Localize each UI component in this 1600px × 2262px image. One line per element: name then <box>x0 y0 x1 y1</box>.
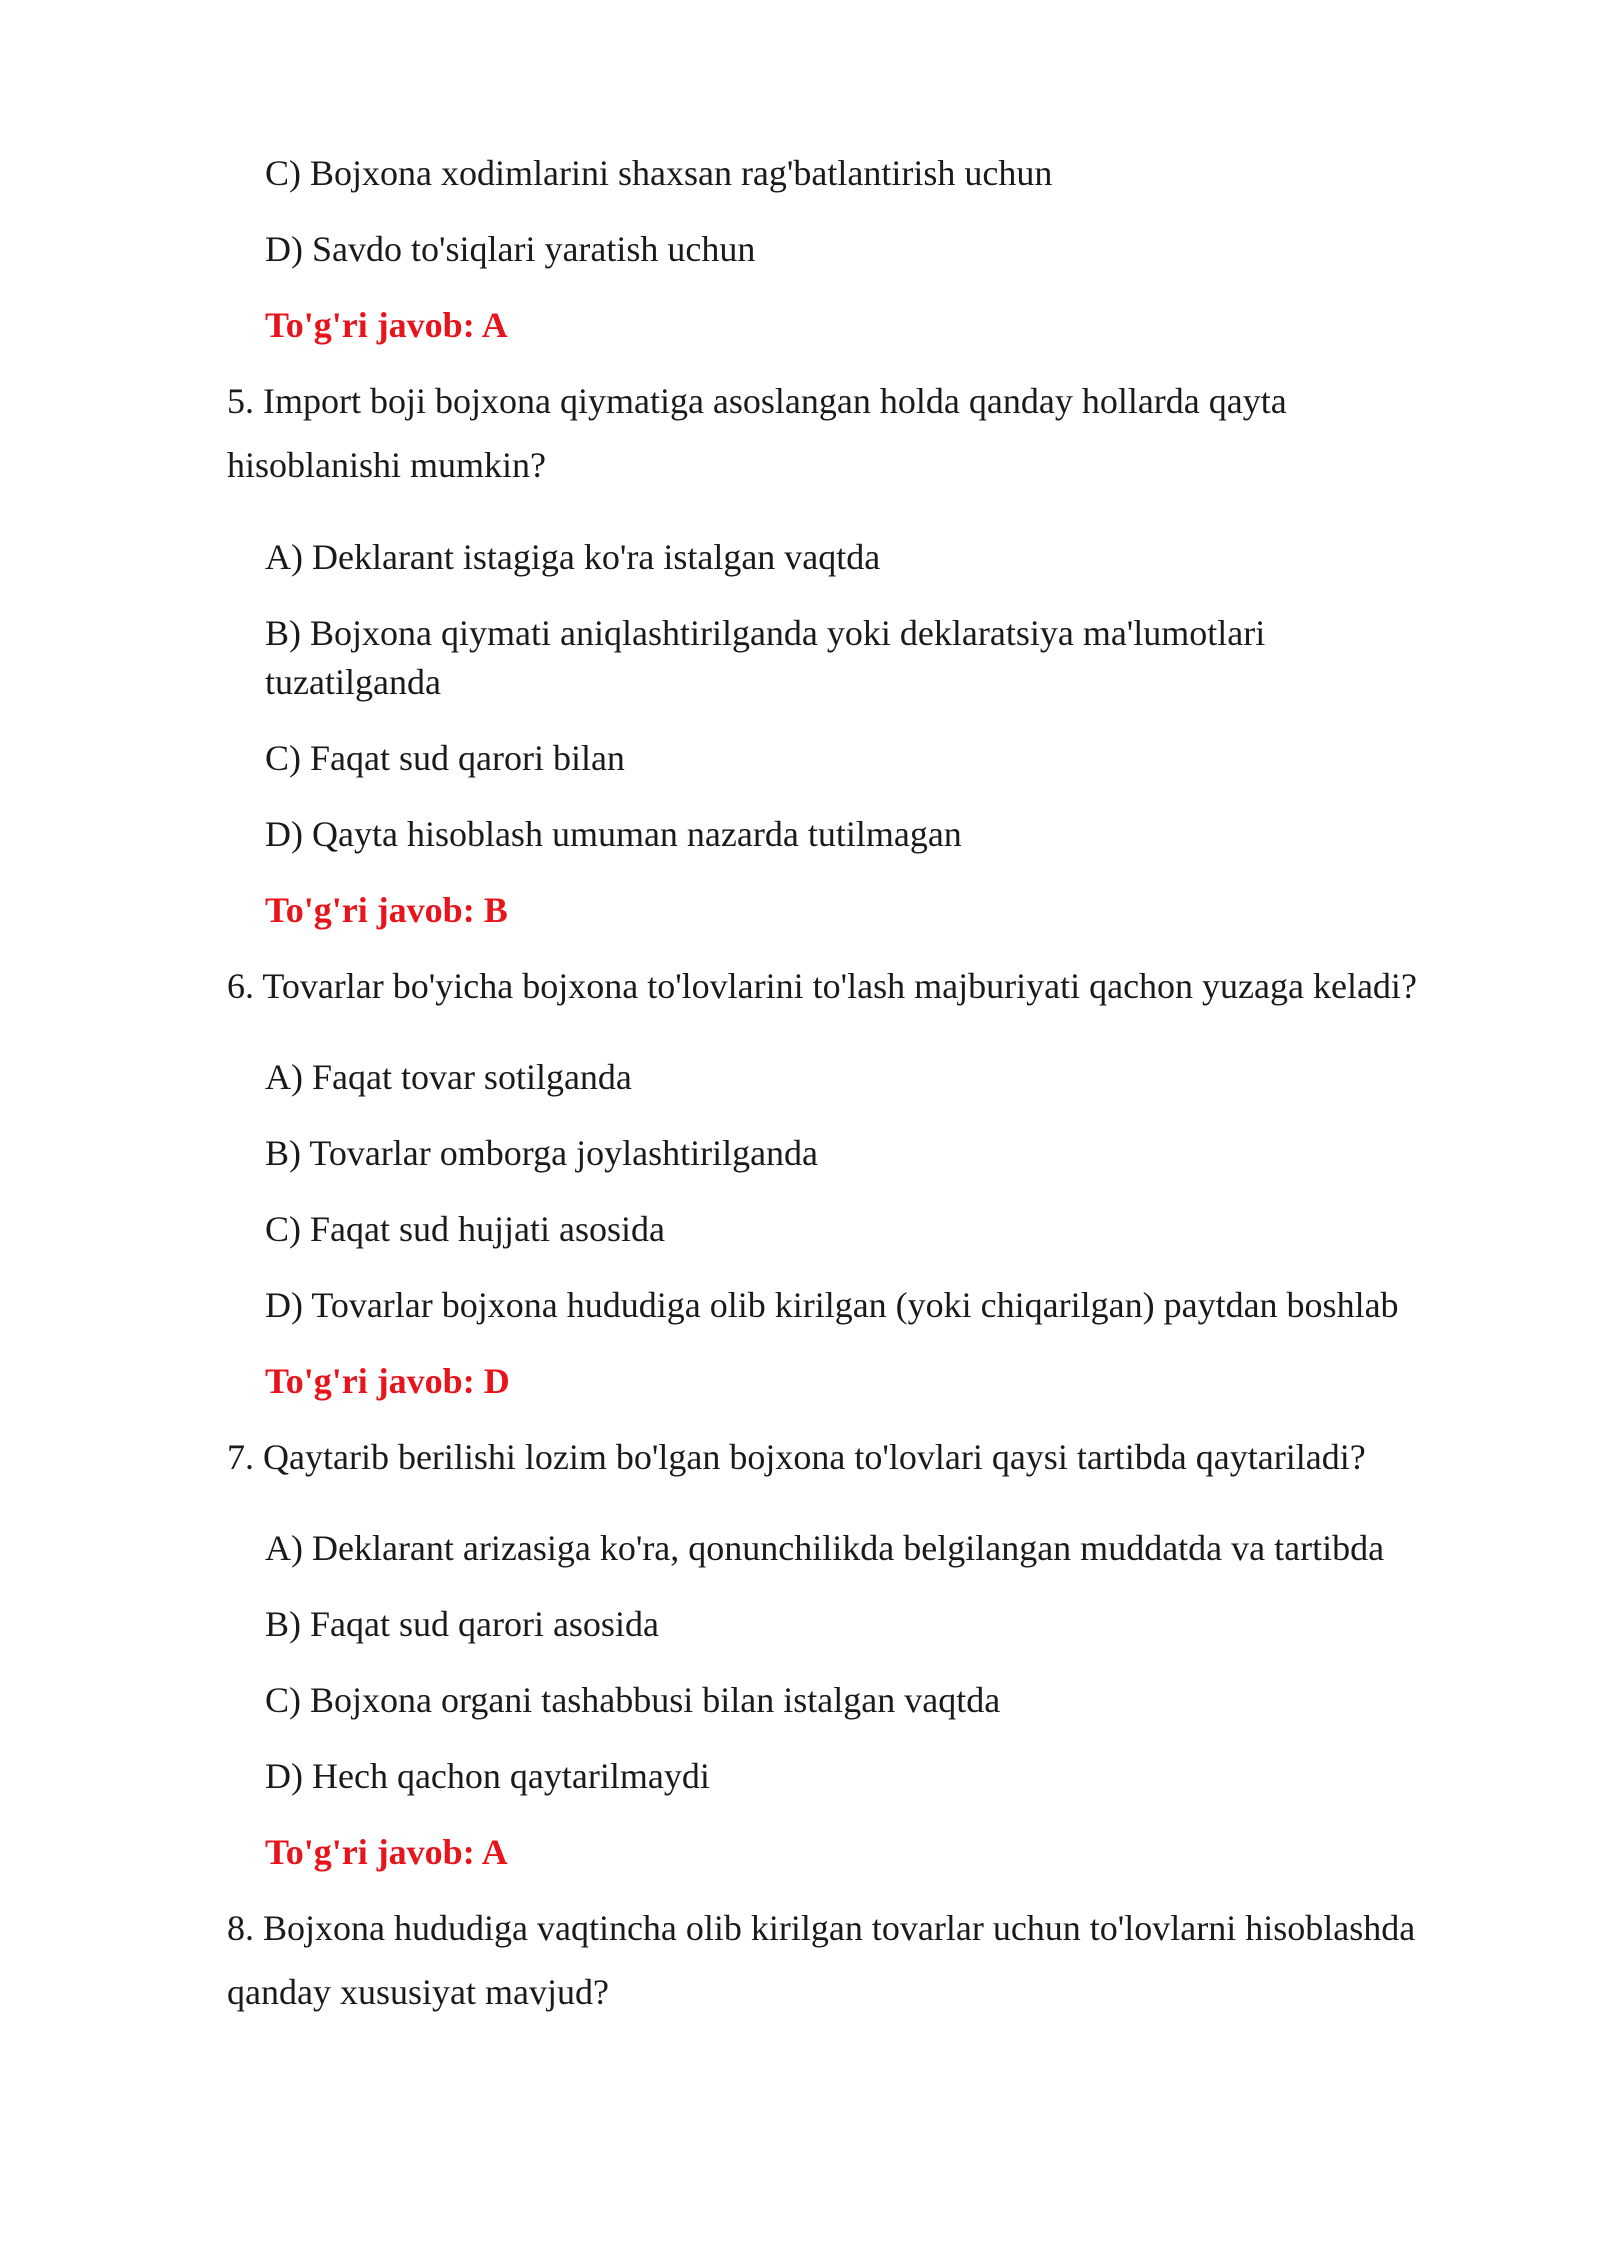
option-d-q5: D) Qayta hisoblash umuman nazarda tutilmagan <box>265 814 962 854</box>
option-c-q4: C) Bojxona xodimlarini shaxsan rag'batlantirish uchun <box>265 153 1053 193</box>
correct-answer-q6: To'g'ri javob: D <box>265 1361 510 1401</box>
option-a-q7: A) Deklarant arizasiga ko'ra, qonunchilikda belgilangan muddatda va tartibda <box>265 1528 1385 1568</box>
question-6: 6. Tovarlar bo'yicha bojxona to'lovlarini to'lash majburiyati qachon yuzaga keladi? <box>227 966 1417 1006</box>
question-8-continued: qanday xususiyat mavjud? <box>227 1972 609 2012</box>
option-b-q6: B) Tovarlar omborga joylashtirilganda <box>265 1133 819 1173</box>
option-d-q6: D) Tovarlar bojxona hududiga olib kirilgan (yoki chiqarilgan) paytdan boshlab <box>265 1285 1399 1325</box>
correct-answer-q7: To'g'ri javob: A <box>265 1832 508 1872</box>
option-a-q5: A) Deklarant istagiga ko'ra istalgan vaqtda <box>265 537 881 577</box>
correct-answer-q5: To'g'ri javob: B <box>265 890 508 930</box>
option-b-q7: B) Faqat sud qarori asosida <box>265 1604 659 1644</box>
option-b-q5-continued: tuzatilganda <box>265 662 441 702</box>
option-c-q6: C) Faqat sud hujjati asosida <box>265 1209 665 1249</box>
option-b-q5: B) Bojxona qiymati aniqlashtirilganda yoki deklaratsiya ma'lumotlari <box>265 613 1266 653</box>
option-d-q7: D) Hech qachon qaytarilmaydi <box>265 1756 710 1796</box>
option-a-q6: A) Faqat tovar sotilganda <box>265 1057 632 1097</box>
question-5-continued: hisoblanishi mumkin? <box>227 445 546 485</box>
option-d-q4: D) Savdo to'siqlari yaratish uchun <box>265 229 756 269</box>
question-5: 5. Import boji bojxona qiymatiga asoslangan holda qanday hollarda qayta <box>227 381 1287 421</box>
question-8: 8. Bojxona hududiga vaqtincha olib kirilgan tovarlar uchun to'lovlarni hisoblashda <box>227 1908 1416 1948</box>
correct-answer-q4: To'g'ri javob: A <box>265 305 508 345</box>
option-c-q7: C) Bojxona organi tashabbusi bilan istalgan vaqtda <box>265 1680 1001 1720</box>
option-c-q5: C) Faqat sud qarori bilan <box>265 738 625 778</box>
question-7: 7. Qaytarib berilishi lozim bo'lgan bojxona to'lovlari qaysi tartibda qaytariladi? <box>227 1437 1366 1477</box>
